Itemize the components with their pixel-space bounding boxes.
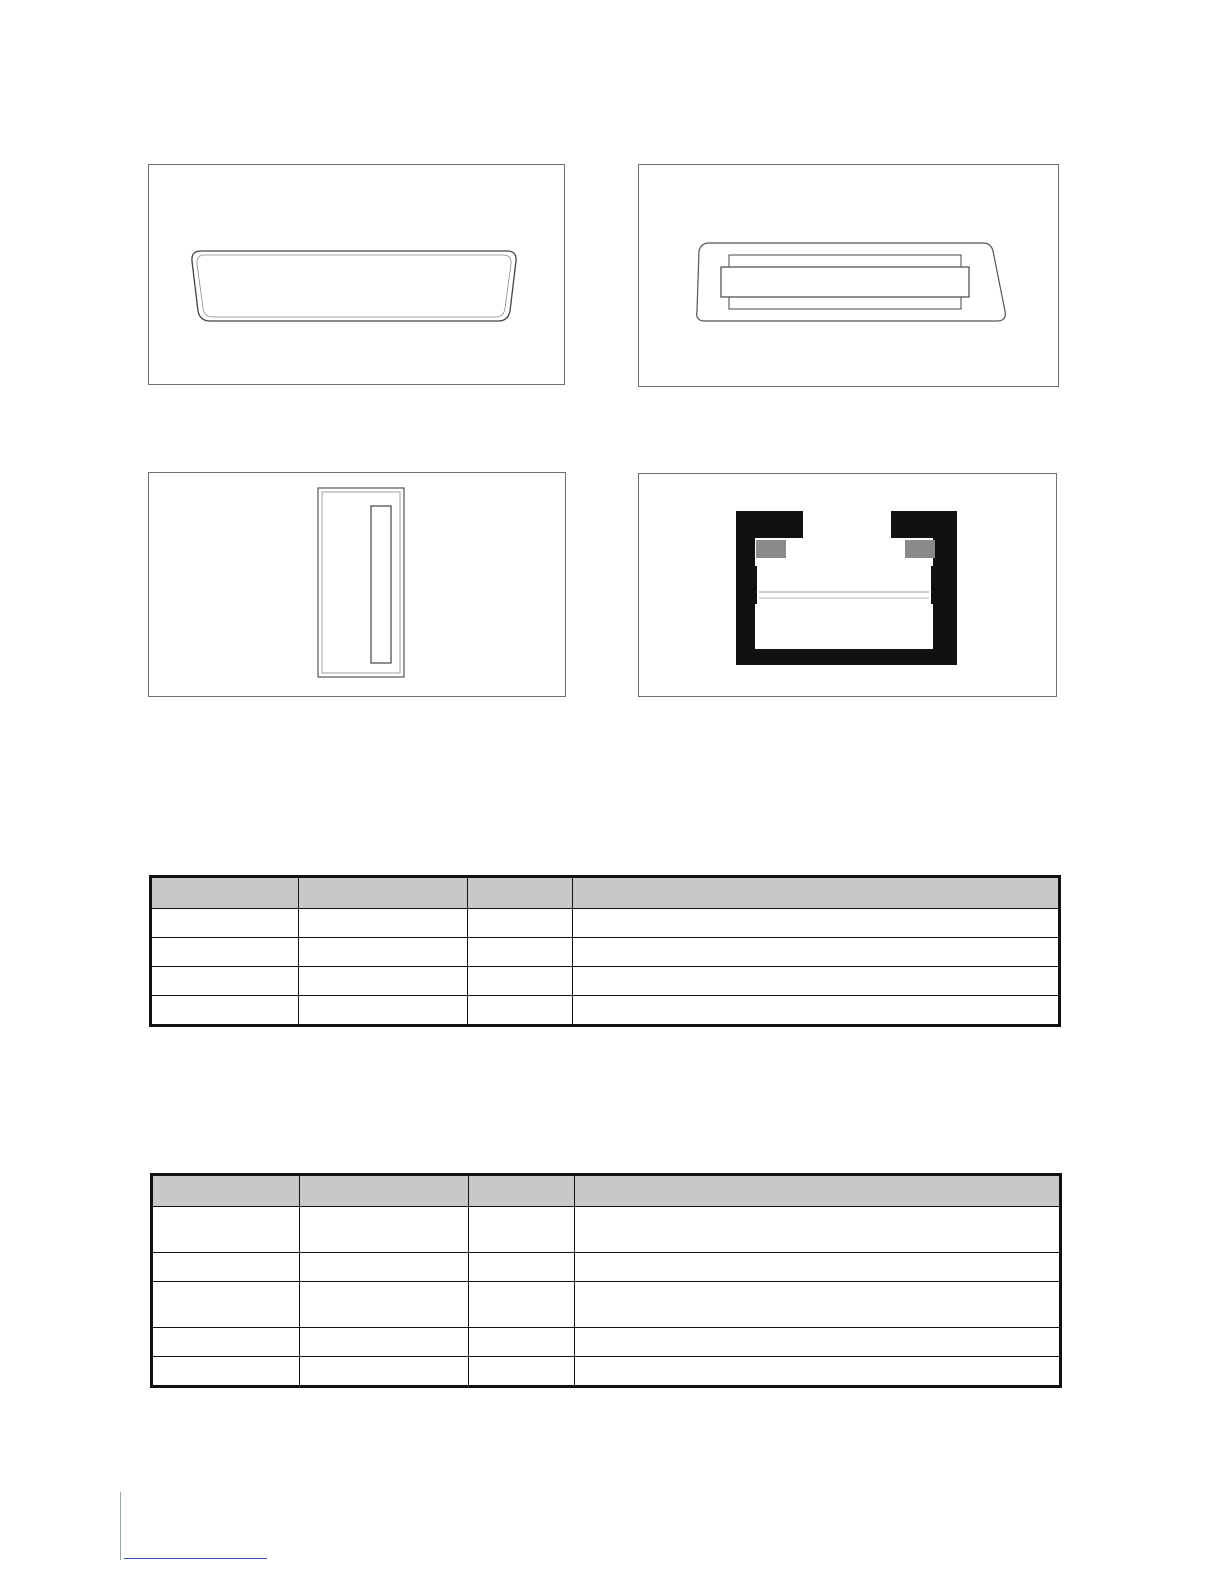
cell-es: [468, 996, 573, 1026]
cell-pino: [151, 967, 299, 996]
cell-pino: [152, 1328, 300, 1357]
cell-sinal: [300, 1357, 469, 1387]
cell-pino: [151, 996, 299, 1026]
centronics-connector-drawing: [639, 165, 1060, 388]
header-pino: [152, 1175, 300, 1207]
rj45-connector-drawing: [639, 474, 1058, 698]
cell-descricao: [575, 1253, 1061, 1282]
ethernet-diagram: [638, 473, 1057, 697]
cell-descricao: [575, 1282, 1061, 1328]
header-es: [468, 877, 573, 909]
header-descricao: [575, 1175, 1061, 1207]
header-sinal: [299, 877, 468, 909]
table-row: [152, 1207, 1061, 1253]
cell-es: [469, 1328, 575, 1357]
table-row: [151, 909, 1060, 938]
cell-pino: [152, 1253, 300, 1282]
cell-descricao: [573, 909, 1060, 938]
table-row: [152, 1328, 1061, 1357]
cell-pino: [152, 1207, 300, 1253]
cell-pino: [152, 1282, 300, 1328]
header-descricao: [573, 877, 1060, 909]
cell-es: [468, 967, 573, 996]
cell-sinal: [300, 1253, 469, 1282]
table-row: [152, 1357, 1061, 1387]
table-row: [152, 1253, 1061, 1282]
cell-pino: [151, 938, 299, 967]
footer-rule: [124, 1558, 267, 1559]
table-row: [151, 938, 1060, 967]
db25-connector-drawing: [149, 165, 566, 386]
cell-descricao: [573, 996, 1060, 1026]
cell-sinal: [299, 967, 468, 996]
cell-sinal: [299, 996, 468, 1026]
usb-pin-table: [149, 875, 1061, 1027]
usb-type-a-diagram: [148, 472, 566, 697]
cell-descricao: [575, 1357, 1061, 1387]
page-margin-line: [120, 1492, 121, 1560]
cell-descricao: [575, 1328, 1061, 1357]
header-es: [469, 1175, 575, 1207]
cell-descricao: [573, 967, 1060, 996]
parallel-diagram: [638, 164, 1059, 387]
header-pino: [151, 877, 299, 909]
cell-sinal: [299, 938, 468, 967]
header-sinal: [300, 1175, 469, 1207]
serial-db25-diagram: [148, 164, 565, 385]
table-row: [151, 967, 1060, 996]
cell-es: [469, 1253, 575, 1282]
cell-pino: [152, 1357, 300, 1387]
usb-connector-drawing: [149, 473, 567, 698]
serial-pin-table: [150, 1173, 1062, 1388]
cell-sinal: [299, 909, 468, 938]
cell-sinal: [300, 1282, 469, 1328]
cell-es: [469, 1282, 575, 1328]
table-header-row: [151, 877, 1060, 909]
table-row: [151, 996, 1060, 1026]
cell-descricao: [575, 1207, 1061, 1253]
cell-pino: [151, 909, 299, 938]
cell-sinal: [300, 1328, 469, 1357]
cell-es: [469, 1207, 575, 1253]
cell-es: [469, 1357, 575, 1387]
table-header-row: [152, 1175, 1061, 1207]
table-row: [152, 1282, 1061, 1328]
cell-sinal: [300, 1207, 469, 1253]
cell-es: [468, 909, 573, 938]
cell-es: [468, 938, 573, 967]
cell-descricao: [573, 938, 1060, 967]
